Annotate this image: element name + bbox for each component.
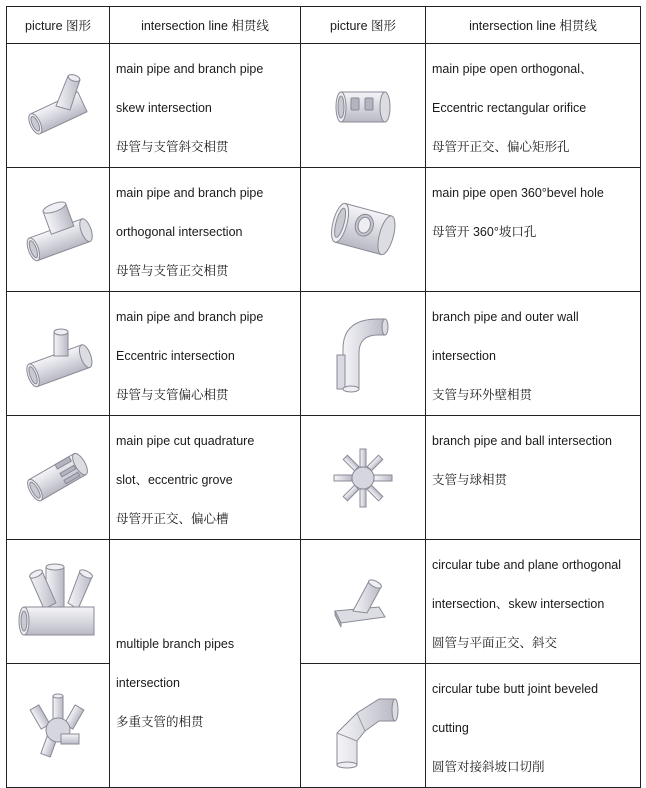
- picture-cell: [301, 44, 426, 168]
- description-line: 母管开正交、偏心矩形孔: [432, 140, 570, 154]
- description-line: 支管与球相贯: [432, 473, 508, 487]
- description-line: main pipe and branch pipe: [116, 186, 264, 200]
- picture-cell: [7, 44, 110, 168]
- description-line: 母管与支管斜交相贯: [116, 140, 229, 154]
- description-line: main pipe open 360°bevel hole: [432, 186, 604, 200]
- table-row: [7, 44, 641, 168]
- description-cell: [110, 168, 301, 292]
- description-line: intersection: [432, 349, 496, 363]
- description-cell: [426, 664, 641, 788]
- picture-cell: [301, 540, 426, 664]
- table-row: [7, 540, 641, 664]
- description-line: slot、eccentric grove: [116, 473, 233, 487]
- description-line: 母管与支管偏心相贯: [116, 388, 229, 402]
- eccentric-branch-pipe-icon: [18, 314, 98, 394]
- table-row: [7, 664, 641, 788]
- multi-branch-pipe-icon: [16, 557, 100, 647]
- description-line: circular tube butt joint beveled: [432, 682, 599, 696]
- description-line: 圆管与平面正交、斜交: [432, 636, 558, 650]
- description-line: 母管开正交、偏心槽: [116, 512, 229, 526]
- description-cell: [110, 292, 301, 416]
- description-line: 母管与支管正交相贯: [116, 264, 229, 278]
- ball-branches-icon: [328, 443, 398, 513]
- picture-cell: [301, 416, 426, 540]
- description-line: cutting: [432, 721, 469, 735]
- description-line: multiple branch pipes: [116, 637, 235, 651]
- description-line: intersection、skew intersection: [432, 597, 605, 611]
- description-cell: [110, 44, 301, 168]
- description-cell: [426, 168, 641, 292]
- description-cell: [426, 44, 641, 168]
- description-cell: [426, 292, 641, 416]
- picture-cell: [7, 664, 110, 788]
- picture-cell: [7, 416, 110, 540]
- description-line: 母管开 360°坡口孔: [432, 225, 537, 239]
- description-line: intersection: [116, 676, 180, 690]
- tube-plane-icon: [323, 567, 403, 637]
- table-row: [7, 168, 641, 292]
- description-line: branch pipe and ball intersection: [432, 434, 612, 448]
- description-cell: [426, 540, 641, 664]
- tee-pipe-icon: [18, 190, 98, 270]
- table-row: [7, 292, 641, 416]
- description-line: orthogonal intersection: [116, 225, 243, 239]
- header-row: [7, 7, 641, 44]
- picture-cell: [7, 540, 110, 664]
- description-line: 支管与环外壁相贯: [432, 388, 533, 402]
- description-line: 圆管对接斜坡口切削: [432, 760, 545, 774]
- elbow-outer-wall-icon: [323, 309, 403, 399]
- picture-cell: [301, 168, 426, 292]
- picture-cell: [301, 664, 426, 788]
- description-line: skew intersection: [116, 101, 212, 115]
- pipe-rectangular-orifice-icon: [323, 76, 403, 136]
- intersection-table: [6, 6, 641, 788]
- description-line: Eccentric intersection: [116, 349, 235, 363]
- description-line: main pipe open orthogonal、: [432, 62, 593, 76]
- description-cell: [110, 416, 301, 540]
- description-line: main pipe and branch pipe: [116, 310, 264, 324]
- slotted-pipe-icon: [18, 443, 98, 513]
- butt-joint-elbow-icon: [323, 681, 403, 771]
- header-intersection-2: intersection line 相贯线: [426, 7, 641, 44]
- picture-cell: [301, 292, 426, 416]
- header-picture-2: picture 图形: [301, 7, 426, 44]
- description-cell: [426, 416, 641, 540]
- skew-branch-pipe-icon: [18, 66, 98, 146]
- table-row: [7, 416, 641, 540]
- header-picture: picture 图形: [7, 7, 110, 44]
- description-line: main pipe and branch pipe: [116, 62, 264, 76]
- picture-cell: [7, 168, 110, 292]
- description-line: Eccentric rectangular orifice: [432, 101, 587, 115]
- description-line: 多重支管的相贯: [116, 715, 204, 729]
- picture-cell: [7, 292, 110, 416]
- multi-branch-hub-icon: [23, 686, 93, 766]
- description-line: branch pipe and outer wall: [432, 310, 579, 324]
- description-line: main pipe cut quadrature: [116, 434, 255, 448]
- description-line: circular tube and plane orthogonal: [432, 558, 622, 572]
- header-intersection: intersection line 相贯线: [110, 7, 301, 44]
- pipe-bevel-hole-icon: [323, 195, 403, 265]
- description-cell: [110, 540, 301, 788]
